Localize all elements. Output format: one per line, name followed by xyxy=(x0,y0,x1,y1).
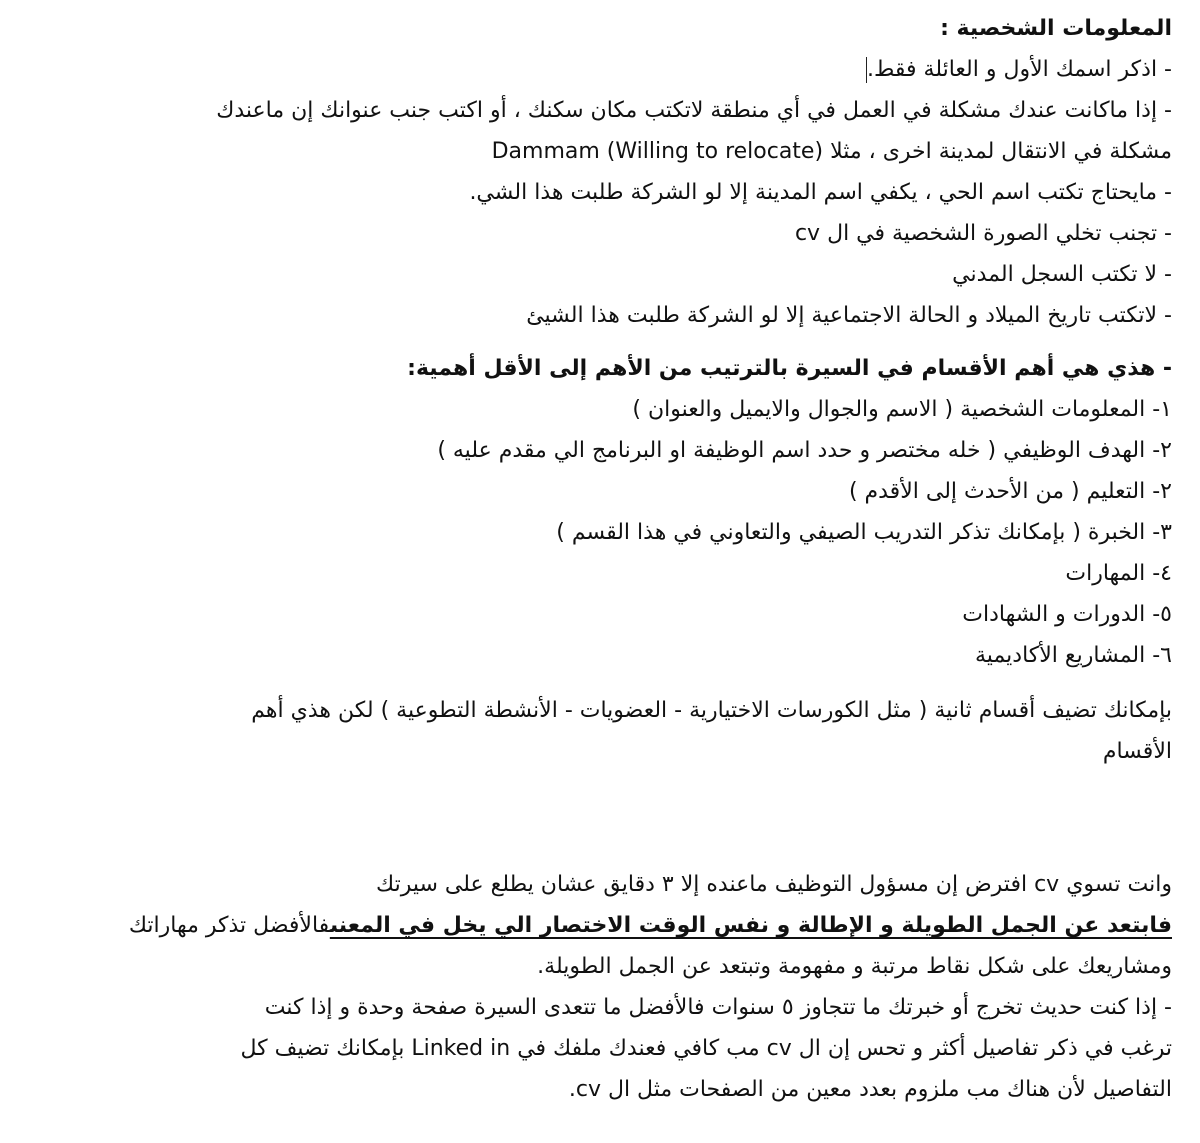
advice-5b: مب كافي فعندك ملفك في xyxy=(517,1036,760,1061)
advice-line-1 xyxy=(22,864,1172,905)
advice-line-6 xyxy=(22,1069,1172,1110)
advice-5c: بإمكانك تضيف كل xyxy=(240,1036,405,1061)
relocate-example: Dammam (Willing to relocate) xyxy=(491,139,824,164)
advice-line-2 xyxy=(22,905,1172,946)
section-item: ٥- الدورات و الشهادات xyxy=(962,602,1172,627)
section-item: ٢- الهدف الوظيفي ( خله مختصر و حدد اسم الوظيفة او البرنامج الي مقدم عليه ) xyxy=(437,438,1172,463)
bullet-birthdate: - لاتكتب تاريخ الميلاد و الحالة الاجتماعية إلا لو الشركة طلبت هذا الشيئ xyxy=(526,303,1172,328)
cv-term: cv xyxy=(766,1036,792,1061)
sections-heading: - هذي هي أهم الأقسام في السيرة بالترتيب من الأهم إلى الأقل أهمية: xyxy=(407,356,1172,381)
advice-6-end: . xyxy=(568,1077,576,1102)
linkedin-term: Linked in xyxy=(411,1036,511,1061)
advice-line-5 xyxy=(22,1028,1172,1069)
cv-term: cv xyxy=(575,1077,601,1102)
bullet-location-cont xyxy=(22,131,1172,172)
section-item: ٦- المشاريع الأكاديمية xyxy=(975,643,1172,668)
cv-term: cv xyxy=(1034,872,1060,897)
advice-line-3: ومشاريعك على شكل نقاط مرتبة و مفهومة وتبتعد عن الجمل الطويلة. xyxy=(537,954,1172,979)
bullet-civil-record: - لا تكتب السجل المدني xyxy=(952,262,1172,287)
bullet-location: - إذا ماكانت عندك مشكلة في العمل في أي منطقة لاتكتب مكان سكنك ، أو اكتب جنب عنوانك إن ماعندك xyxy=(216,98,1172,123)
bullet-location-cont-text: مشكلة في الانتقال لمدينة اخرى ، مثلا xyxy=(830,139,1172,164)
advice-1a: وانت تسوي xyxy=(1066,872,1172,897)
bullet-district: - مايحتاج تكتب اسم الحي ، يكفي اسم المدينة إلا لو الشركة طلبت هذا الشي. xyxy=(469,180,1172,205)
cv-term: cv xyxy=(794,221,821,246)
advice-1b: افترض إن مسؤول التوظيف ماعنده إلا ٣ دقايق عشان يطلع على سيرتك xyxy=(376,872,1028,897)
personal-info-heading: المعلومات الشخصية : xyxy=(940,16,1172,41)
sections-note: بإمكانك تضيف أقسام ثانية ( مثل الكورسات الاختيارية - العضويات - الأنشطة التطوعية ) لكن هذي أهم xyxy=(251,698,1172,723)
bullet-photo xyxy=(22,213,1172,254)
advice-6a: التفاصيل لأن هناك مب ملزوم بعدد معين من الصفحات مثل ال xyxy=(607,1077,1172,1102)
section-item: ٣- الخبرة ( بإمكانك تذكر التدريب الصيفي والتعاوني في هذا القسم ) xyxy=(556,520,1172,545)
section-item: ١- المعلومات الشخصية ( الاسم والجوال والايميل والعنوان ) xyxy=(632,397,1172,422)
bullet-name xyxy=(22,49,1172,90)
bullet-name-text: - اذكر اسمك الأول و العائلة فقط. xyxy=(867,57,1172,82)
advice-line-4: - إذا كنت حديث تخرج أو خبرتك ما تتجاوز ٥ سنوات فالأفضل ما تتعدى السيرة صفحة وحدة و إذا كنت xyxy=(264,995,1172,1020)
bullet-photo-text: - تجنب تخلي الصورة الشخصية في ال xyxy=(827,221,1172,246)
document-page xyxy=(22,8,1172,1110)
advice-emphasis: فابتعد عن الجمل الطويلة و الإطالة و نفس الوقت الاختصار الي يخل في المعنى xyxy=(329,913,1172,938)
advice-5a: ترغب في ذكر تفاصيل أكثر و تحس إن ال xyxy=(798,1036,1172,1061)
advice-2-rest: فالأفضل تذكر مهاراتك xyxy=(128,913,330,938)
sections-note-cont: الأقسام xyxy=(1102,739,1172,764)
section-item: ٤- المهارات xyxy=(1065,561,1172,586)
section-item: ٢- التعليم ( من الأحدث إلى الأقدم ) xyxy=(848,479,1172,504)
